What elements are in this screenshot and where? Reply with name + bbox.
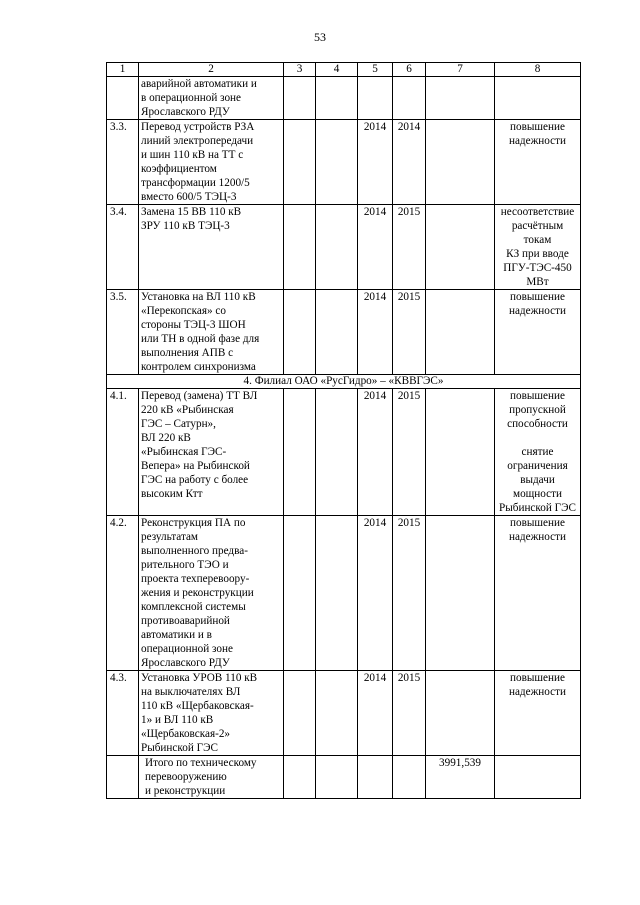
cell-line: на выключателях ВЛ bbox=[141, 686, 241, 698]
empty-cell bbox=[316, 205, 358, 290]
empty-cell bbox=[284, 120, 316, 205]
row-number-cell: 4.3. bbox=[107, 671, 139, 756]
table-row bbox=[107, 120, 581, 205]
cell-line: ЗРУ 110 кВ ТЭЦ-3 bbox=[141, 220, 230, 232]
cell-line: Ярославского РДУ bbox=[141, 106, 230, 118]
description-cell bbox=[139, 205, 284, 290]
end-year-cell bbox=[393, 77, 426, 120]
column-header: 3 bbox=[284, 63, 316, 77]
column-header: 6 bbox=[393, 63, 426, 77]
section-title: 4. Филиал ОАО «РусГидро» – «КВВГЭС» bbox=[107, 375, 581, 389]
cell-line: перевооружению bbox=[145, 771, 227, 783]
cell-line: 220 кВ «Рыбинская bbox=[141, 404, 234, 416]
section-row bbox=[107, 375, 581, 389]
end-year-cell: 2015 bbox=[393, 516, 426, 671]
cell-line: выдачи мощности bbox=[513, 474, 562, 500]
empty-cell bbox=[284, 389, 316, 516]
description-cell bbox=[139, 120, 284, 205]
cell-line: выполнения АПВ с bbox=[141, 347, 234, 359]
description-cell bbox=[139, 389, 284, 516]
cell-line: рительного ТЭО и bbox=[141, 559, 229, 571]
cell-line: надежности bbox=[508, 305, 567, 317]
cell-line: ГЭС на работу с более bbox=[141, 474, 249, 486]
empty-cell bbox=[358, 756, 393, 799]
cell-line: коэффициентом bbox=[141, 163, 217, 175]
cell-line: пропускной bbox=[509, 404, 566, 416]
empty-cell bbox=[284, 77, 316, 120]
justification-cell bbox=[495, 516, 581, 671]
cost-cell bbox=[426, 205, 495, 290]
total-value: 3991,539 bbox=[426, 756, 495, 799]
start-year-cell: 2014 bbox=[358, 671, 393, 756]
cell-line: и реконструкции bbox=[145, 785, 226, 797]
empty-cell bbox=[284, 756, 316, 799]
cell-line: Перевод устройств РЗА bbox=[141, 121, 255, 133]
column-header: 4 bbox=[316, 63, 358, 77]
cell-line: Установка на ВЛ 110 кВ bbox=[141, 291, 256, 303]
cost-cell bbox=[426, 120, 495, 205]
column-header: 7 bbox=[426, 63, 495, 77]
cell-line: Установка УРОВ 110 кВ bbox=[141, 672, 258, 684]
cell-line: 1» и ВЛ 110 кВ bbox=[141, 714, 214, 726]
cell-line: повышение bbox=[510, 121, 565, 133]
empty-cell bbox=[284, 290, 316, 375]
cost-cell bbox=[426, 290, 495, 375]
cell-line: линий электропередачи bbox=[141, 135, 254, 147]
justification-cell bbox=[495, 671, 581, 756]
cell-line: контролем синхронизма bbox=[141, 361, 256, 373]
cell-line: «Щербаковская-2» bbox=[141, 728, 231, 740]
cell-line: ограничения bbox=[507, 460, 568, 472]
end-year-cell: 2015 bbox=[393, 205, 426, 290]
cell-line: комплексной системы bbox=[141, 601, 246, 613]
table-row bbox=[107, 516, 581, 671]
cell-line: КЗ при вводе bbox=[506, 248, 569, 260]
cell-line: аварийной автоматики и bbox=[141, 78, 257, 90]
justification-cell bbox=[495, 389, 581, 516]
cell-line: Реконструкция ПА по bbox=[141, 517, 246, 529]
empty-cell bbox=[284, 516, 316, 671]
description-cell bbox=[139, 671, 284, 756]
column-header: 8 bbox=[495, 63, 581, 77]
cell-line: Итого по техническому bbox=[145, 757, 257, 769]
investment-table bbox=[106, 62, 581, 799]
cell-line: надежности bbox=[508, 686, 567, 698]
justification-cell bbox=[495, 120, 581, 205]
empty-cell bbox=[316, 77, 358, 120]
cell-line: ПГУ-ТЭС-450 bbox=[503, 262, 572, 274]
cell-line: снятие bbox=[521, 446, 554, 458]
row-number-cell: 3.4. bbox=[107, 205, 139, 290]
cell-line: повышение bbox=[510, 672, 565, 684]
justification-cell bbox=[495, 290, 581, 375]
table-row bbox=[107, 290, 581, 375]
cost-cell bbox=[426, 389, 495, 516]
cell-line: противоаварийной bbox=[141, 615, 230, 627]
total-label bbox=[139, 756, 284, 799]
start-year-cell: 2014 bbox=[358, 389, 393, 516]
row-number-cell bbox=[107, 77, 139, 120]
cell-line: Перевод (замена) ТТ ВЛ bbox=[141, 390, 258, 402]
cell-line: трансформации 1200/5 bbox=[141, 177, 250, 189]
table-header-row bbox=[107, 63, 581, 77]
end-year-cell: 2015 bbox=[393, 671, 426, 756]
cell-line: или ТН в одной фазе для bbox=[141, 333, 260, 345]
cell-line: Рыбинской ГЭС bbox=[141, 742, 218, 754]
justification-cell bbox=[495, 77, 581, 120]
cell-line: стороны ТЭЦ-3 ШОН bbox=[141, 319, 246, 331]
cell-line: ВЛ 220 кВ bbox=[141, 432, 191, 444]
cell-line: в операционной зоне bbox=[141, 92, 242, 104]
cell-line: повышение bbox=[510, 291, 565, 303]
cell-line: жения и реконструкции bbox=[141, 587, 254, 599]
table-row bbox=[107, 671, 581, 756]
end-year-cell: 2015 bbox=[393, 389, 426, 516]
empty-cell bbox=[393, 756, 426, 799]
cell-line: автоматики и в bbox=[141, 629, 212, 641]
start-year-cell: 2014 bbox=[358, 290, 393, 375]
empty-cell bbox=[284, 205, 316, 290]
empty-cell bbox=[316, 389, 358, 516]
empty-cell bbox=[284, 671, 316, 756]
cell-line: повышение bbox=[510, 517, 565, 529]
cell-line: Вепера» на Рыбинской bbox=[141, 460, 250, 472]
row-number-cell: 4.2. bbox=[107, 516, 139, 671]
column-header: 2 bbox=[139, 63, 284, 77]
cell-line: проекта техперевоору- bbox=[141, 573, 250, 585]
end-year-cell: 2015 bbox=[393, 290, 426, 375]
cell-line: результатам bbox=[141, 531, 199, 543]
cell-line: повышение bbox=[510, 390, 565, 402]
cell-line: операционной зоне bbox=[141, 643, 233, 655]
description-cell bbox=[139, 516, 284, 671]
column-header: 5 bbox=[358, 63, 393, 77]
cell-line: Замена 15 ВВ 110 кВ bbox=[141, 206, 242, 218]
empty-cell bbox=[107, 756, 139, 799]
start-year-cell bbox=[358, 77, 393, 120]
cell-line: вместо 600/5 ТЭЦ-3 bbox=[141, 191, 237, 203]
start-year-cell: 2014 bbox=[358, 120, 393, 205]
table-row bbox=[107, 205, 581, 290]
cell-line: Ярославского РДУ bbox=[141, 657, 230, 669]
total-row bbox=[107, 756, 581, 799]
empty-cell bbox=[316, 516, 358, 671]
row-number-cell: 4.1. bbox=[107, 389, 139, 516]
row-number-cell: 3.5. bbox=[107, 290, 139, 375]
cost-cell bbox=[426, 77, 495, 120]
description-cell bbox=[139, 290, 284, 375]
cell-line: «Рыбинская ГЭС- bbox=[141, 446, 227, 458]
empty-cell bbox=[495, 756, 581, 799]
column-header: 1 bbox=[107, 63, 139, 77]
empty-cell bbox=[316, 290, 358, 375]
row-number-cell: 3.3. bbox=[107, 120, 139, 205]
start-year-cell: 2014 bbox=[358, 205, 393, 290]
description-cell bbox=[139, 77, 284, 120]
empty-cell bbox=[316, 120, 358, 205]
page-number: 53 bbox=[314, 30, 326, 44]
cell-line: надежности bbox=[508, 135, 567, 147]
table-row bbox=[107, 389, 581, 516]
cell-line: выполненного предва- bbox=[141, 545, 248, 557]
cell-line: высоким Ктт bbox=[141, 488, 203, 500]
cell-line bbox=[497, 431, 578, 445]
cost-cell bbox=[426, 671, 495, 756]
cell-line: надежности bbox=[508, 531, 567, 543]
cell-line: расчётным токам bbox=[511, 220, 564, 246]
cell-line: МВт bbox=[526, 276, 549, 288]
empty-cell bbox=[316, 756, 358, 799]
end-year-cell: 2014 bbox=[393, 120, 426, 205]
cell-line: способности bbox=[507, 418, 568, 430]
justification-cell bbox=[495, 205, 581, 290]
start-year-cell: 2014 bbox=[358, 516, 393, 671]
cell-line: «Перекопская» со bbox=[141, 305, 226, 317]
cell-line: ГЭС – Сатурн», bbox=[141, 418, 216, 430]
cell-line: Рыбинской ГЭС bbox=[499, 502, 576, 514]
table-row bbox=[107, 77, 581, 120]
cost-cell bbox=[426, 516, 495, 671]
cell-line: и шин 110 кВ на ТТ с bbox=[141, 149, 244, 161]
cell-line: 110 кВ «Щербаковская- bbox=[141, 700, 254, 712]
empty-cell bbox=[316, 671, 358, 756]
cell-line: несоответствие bbox=[500, 206, 575, 218]
